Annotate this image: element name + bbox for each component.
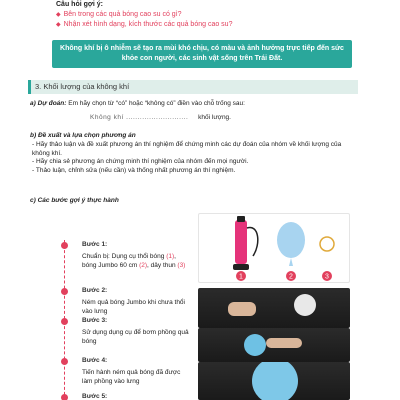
step-2-photo (198, 288, 350, 328)
label-1: 1 (239, 273, 243, 281)
step-1-title: Bước 1: (82, 241, 108, 248)
part-a-text: Em hãy chọn từ “có” hoặc “không có” điền vào chỗ trống sau: (68, 100, 245, 107)
step-4-text: Tiến hành ném quả bóng đã được làm phồng vào lưng (82, 369, 181, 385)
step-3-text: Sử dụng dụng cụ để bơm phồng quả bóng (82, 329, 189, 345)
step-dot (61, 318, 68, 325)
part-b-list (32, 141, 352, 175)
step-1-photo (198, 213, 350, 283)
step-4-title: Bước 4: (82, 357, 108, 364)
step-dot (61, 242, 68, 249)
rubber-band-icon (320, 237, 334, 251)
hint-title: Câu hỏi gợi ý: (56, 1, 103, 8)
bullet-icon: ◆ (56, 11, 61, 18)
hint-question-1: ◆ Bên trong các quả bóng cao su có gì? (56, 10, 182, 18)
part-b-label: b) Đề xuất và lựa chọn phương án (30, 132, 136, 139)
step-2-text: Ném quả bóng Jumbo khi chưa thổi vào lưng (82, 299, 185, 315)
step-dot (61, 358, 68, 365)
part-c-label: c) Các bước gợi ý thực hành (30, 197, 119, 204)
bullet-icon: ◆ (56, 22, 61, 28)
pollution-note: Không khí bị ô nhiễm sẽ tạo ra mùi khó chịu, có màu và ảnh hưởng trực tiếp đến sức khỏe con người, các sinh vật sống trên Trái Đất. (52, 40, 352, 68)
part-a-label: a) Dự đoán: (30, 100, 67, 107)
list-item: - Hãy thảo luận và đề xuất phương án thí nghiệm để chứng minh các dự đoán của nhóm về khối lượng của không khí. (32, 141, 352, 158)
step-4-photo (198, 362, 350, 400)
label-2: 2 (289, 273, 293, 281)
balloon-icon (277, 222, 305, 258)
step-dot (61, 394, 68, 400)
hint-questions (56, 0, 232, 31)
section-title: 3. Khối lượng của không khí (28, 80, 358, 94)
fill-in-blank (90, 113, 231, 122)
step-5-title: Bước 5: (82, 393, 108, 400)
fill-blank-right: khối lượng. (198, 114, 231, 121)
pump-icon (235, 220, 247, 264)
label-3: 3 (325, 273, 329, 281)
list-item: - Hãy chia sẻ phương án chứng minh thí nghiệm của nhóm đến mọi người. (32, 158, 352, 167)
step-1-text: Chuẩn bị: Dụng cụ thổi bóng (1), bóng Jumbo 60 cm (2), dây thun (3) (82, 253, 186, 269)
fill-blank-left: Không khí ........................... (90, 114, 189, 121)
materials-illustration (199, 214, 350, 283)
step-dot (61, 288, 68, 295)
step-3-title: Bước 3: (82, 317, 108, 324)
list-item: - Thảo luận, chỉnh sửa (nếu cần) và thống nhất phương án thí nghiệm. (32, 167, 352, 176)
step-2-title: Bước 2: (82, 287, 108, 294)
step-3-photo (198, 328, 350, 362)
hint-question-2: ◆ Nhận xét hình dạng, kích thước các quả bóng cao su? (56, 21, 233, 28)
part-a-line (30, 99, 245, 108)
